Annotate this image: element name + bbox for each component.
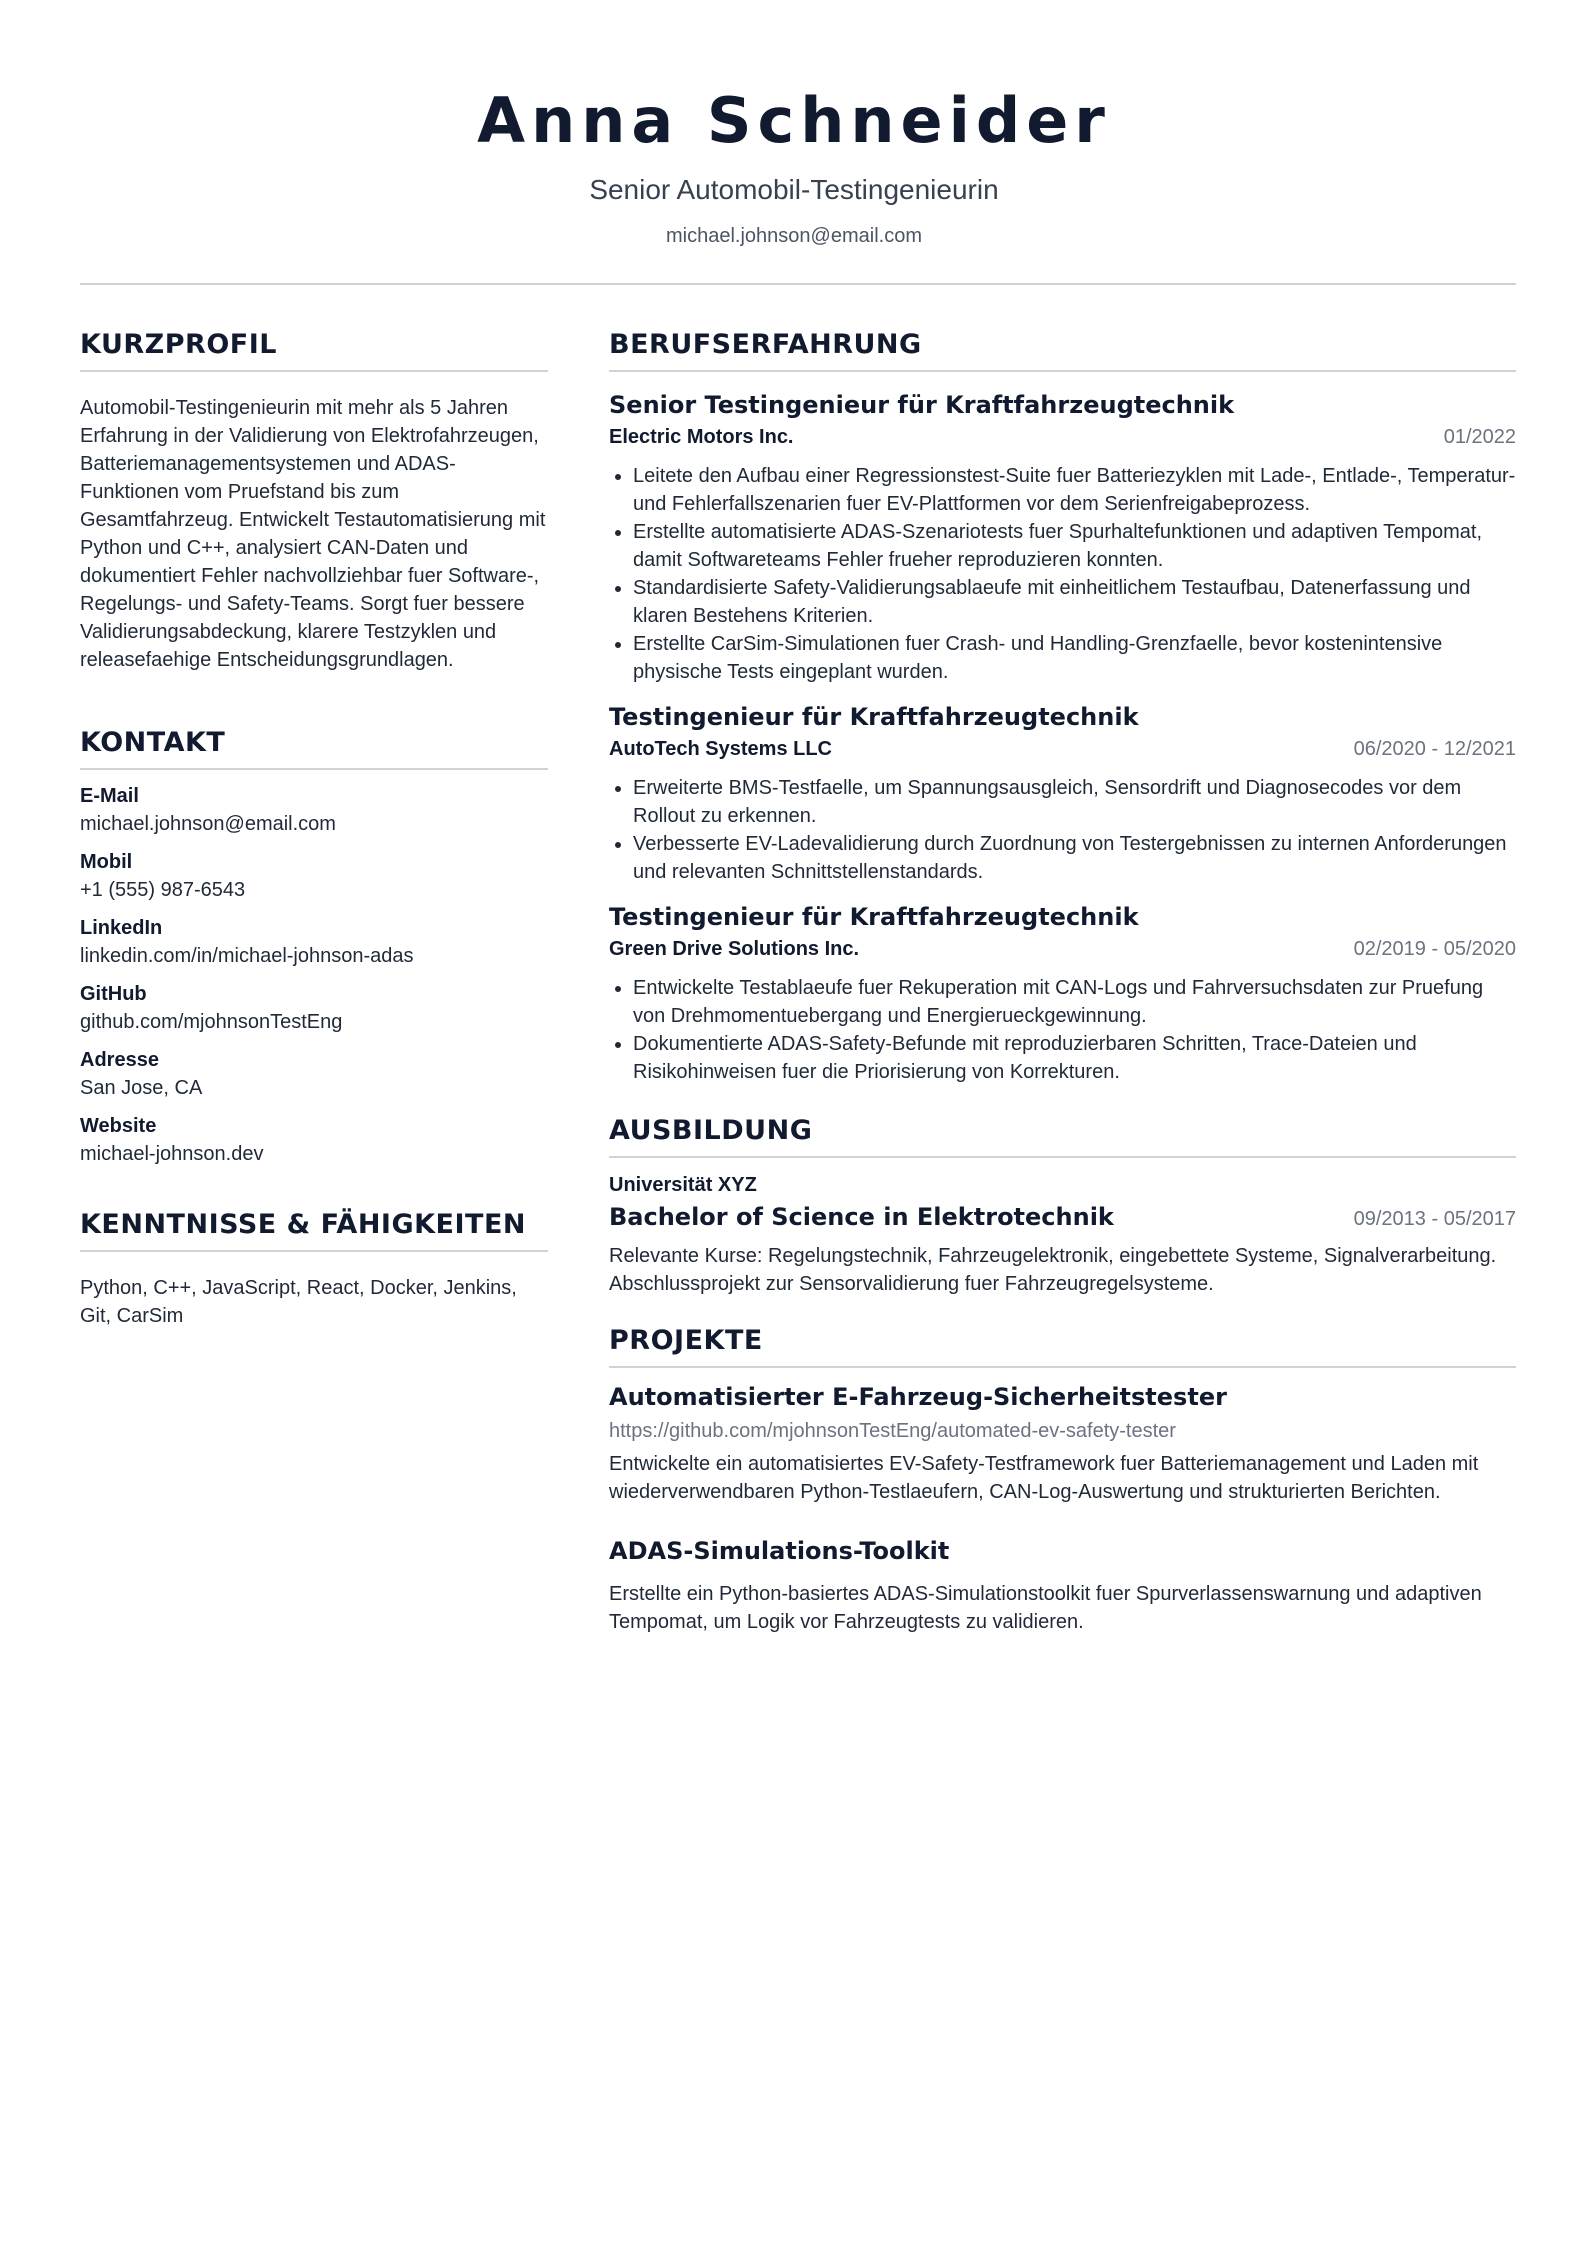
section-title-contact: KONTAKT [80,718,548,770]
resume-header [0,78,1588,250]
job-title: Testingenieur für Kraftfahrzeugtechnik [609,903,1139,931]
contact-value-email[interactable]: michael.johnson@email.com [80,813,336,835]
contact-item-mobile [80,848,548,904]
right-column [609,320,1516,1636]
education-meta-row [609,1200,1516,1234]
job-bullets [609,974,1516,1086]
job-date: 01/2022 [1443,426,1516,448]
project-title: ADAS-Simulations-Toolkit [609,1537,950,1565]
job-bullets [609,462,1516,686]
section-title-profile: KURZPROFIL [80,320,548,372]
contact-item-linkedin [80,914,548,970]
job-bullet: • Leitete den Aufbau einer Regressionstest-Suite fuer Batteriezyklen mit Lade-, Entlade-, Temperatur- und Fehlerfallszenarien fuer EV-Plattformen vor dem Serienfreigabeprozess. [633,462,1516,518]
contact-item-github [80,980,548,1036]
project-text: Erstellte ein Python-basiertes ADAS-Simulationstoolkit fuer Spurverlassenswarnung und adaptiven Tempomat, um Logik vor Fahrzeugtests zu validieren. [609,1583,1482,1633]
project-title: Automatisierter E-Fahrzeug-Sicherheitstester [609,1383,1227,1411]
job-bullet: • Entwickelte Testablaeufe fuer Rekuperation mit CAN-Logs und Fahrversuchsdaten zur Pruefung von Drehmomentuebergang und Energierueckgewinnung. [633,974,1516,1030]
candidate-title: Senior Automobil-Testingenieurin [589,174,999,205]
contact-label: LinkedIn [80,917,163,939]
contact-item-website [80,1112,548,1168]
job-entry [609,900,1516,1086]
job-bullet: • Erstellte CarSim-Simulationen fuer Crash- und Handling-Grenzfaelle, bevor kostenintensive physische Tests eingeplant wurden. [633,630,1516,686]
job-meta-row [609,422,1516,452]
projects-section [609,1316,1516,1636]
job-bullet: • Erweiterte BMS-Testfaelle, um Spannungsausgleich, Sensordrift und Diagnosecodes vor dem Rollout zu erkennen. [633,774,1516,830]
job-bullets [609,774,1516,886]
job-date: 06/2020 - 12/2021 [1353,738,1516,760]
skills-text: Python, C++, JavaScript, React, Docker, Jenkins, Git, CarSim [80,1277,517,1327]
job-meta-row [609,734,1516,764]
job-bullet: • Erstellte automatisierte ADAS-Szenariotests fuer Spurhaltefunktionen und adaptiven Tempomat, damit Softwareteams Fehler frueher reproduzieren konnten. [633,518,1516,574]
section-title-education: AUSBILDUNG [609,1106,1516,1158]
contact-label: Mobil [80,851,133,873]
job-bullet: • Verbesserte EV-Ladevalidierung durch Zuordnung von Testergebnissen zu internen Anforderungen und relevanten Schnittstellenstandards. [633,830,1516,886]
contact-value-linkedin[interactable]: linkedin.com/in/michael-johnson-adas [80,945,414,967]
candidate-name: Anna Schneider [477,84,1111,157]
contact-value-website[interactable]: michael-johnson.dev [80,1143,264,1165]
job-title: Senior Testingenieur für Kraftfahrzeugtechnik [609,391,1235,419]
skills-section [80,1200,548,1330]
header-divider [80,283,1516,285]
header-email: michael.johnson@email.com [666,225,922,247]
job-entry [609,388,1516,686]
project-entry [609,1534,1516,1636]
project-entry [609,1380,1516,1506]
education-text: Relevante Kurse: Regelungstechnik, Fahrzeugelektronik, eingebettete Systeme, Signalverarbeitung. Abschlussprojekt zur Sensorvalidierung fuer Fahrzeugregelsysteme. [609,1245,1497,1295]
section-title-projects: PROJEKTE [609,1316,1516,1368]
education-section [609,1106,1516,1298]
contact-item-email [80,782,548,838]
job-company: AutoTech Systems LLC [609,738,832,760]
contact-value-address: San Jose, CA [80,1077,203,1099]
contact-section [80,718,548,1168]
education-degree: Bachelor of Science in Elektrotechnik [609,1203,1114,1231]
contact-label: GitHub [80,983,147,1005]
job-entry [609,700,1516,886]
profile-text: Automobil-Testingenieurin mit mehr als 5 Jahren Erfahrung in der Validierung von Elektrofahrzeugen, Batteriemanagementsystemen und ADAS-Funktionen vom Pruefstand bis zum Gesamtfahrzeug. Entwickelt Testautomatisierung mit Python und C++, analysiert CAN-Daten und dokumentiert Fehler nachvollziehbar fuer Software-, Regelungs- und Safety-Teams. Sorgt fuer bessere Validierungsabdeckung, klarere Testzyklen und releasefaehige Entscheidungsgrundlagen. [80,397,546,671]
contact-value-github[interactable]: github.com/mjohnsonTestEng [80,1011,343,1033]
job-bullet: • Dokumentierte ADAS-Safety-Befunde mit reproduzierbaren Schritten, Trace-Dateien und Risikohinweisen fuer die Priorisierung von Korrekturen. [633,1030,1516,1086]
contact-value-mobile[interactable]: +1 (555) 987-6543 [80,879,246,901]
job-title: Testingenieur für Kraftfahrzeugtechnik [609,703,1139,731]
project-text: Entwickelte ein automatisiertes EV-Safety-Testframework fuer Batteriemanagement und Laden mit wiederverwendbaren Python-Testlaeufern, CAN-Log-Auswertung und strukturierten Berichten. [609,1453,1479,1503]
experience-section [609,320,1516,1086]
job-bullet: • Standardisierte Safety-Validierungsablaeufe mit einheitlichem Testaufbau, Datenerfassung und klaren Bestehens Kriterien. [633,574,1516,630]
job-date: 02/2019 - 05/2020 [1353,938,1516,960]
education-school: Universität XYZ [609,1174,757,1196]
section-title-skills: KENNTNISSE & FÄHIGKEITEN [80,1200,548,1252]
job-meta-row [609,934,1516,964]
profile-section [80,320,548,674]
job-company: Green Drive Solutions Inc. [609,938,860,960]
job-company: Electric Motors Inc. [609,426,794,448]
project-url[interactable]: https://github.com/mjohnsonTestEng/automated-ev-safety-tester [609,1420,1176,1442]
contact-label: Adresse [80,1049,159,1071]
contact-label: Website [80,1115,157,1137]
section-title-experience: BERUFSERFAHRUNG [609,320,1516,372]
education-date: 09/2013 - 05/2017 [1353,1208,1516,1230]
contact-label: E-Mail [80,785,139,807]
contact-item-address [80,1046,548,1102]
left-column [80,320,548,1330]
